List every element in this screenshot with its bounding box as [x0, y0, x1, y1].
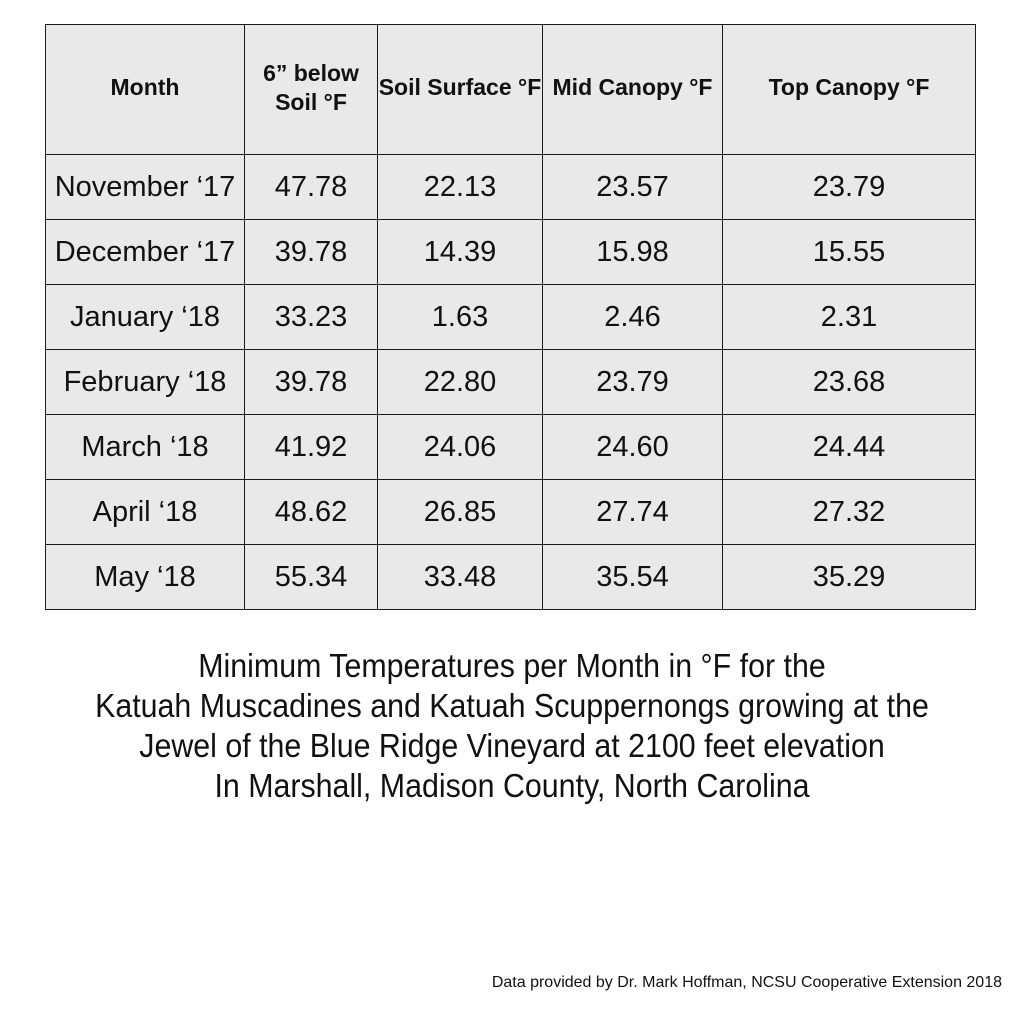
- cell-top-canopy: 24.44: [723, 415, 976, 480]
- table-row: [46, 285, 976, 350]
- cell-mid-canopy: 27.74: [543, 480, 723, 545]
- cell-below-soil: 39.78: [245, 220, 378, 285]
- cell-top-canopy: 2.31: [723, 285, 976, 350]
- header-soil-surface: Soil Surface °F: [378, 25, 543, 155]
- cell-below-soil: 47.78: [245, 155, 378, 220]
- table-row: [46, 545, 976, 610]
- cell-mid-canopy: 2.46: [543, 285, 723, 350]
- header-top-canopy: Top Canopy °F: [723, 25, 976, 155]
- cell-mid-canopy: 23.57: [543, 155, 723, 220]
- caption-line-3: Jewel of the Blue Ridge Vineyard at 2100 feet elevation: [139, 727, 885, 764]
- cell-month: January ‘18: [46, 285, 245, 350]
- cell-below-soil: 33.23: [245, 285, 378, 350]
- cell-below-soil: 55.34: [245, 545, 378, 610]
- table-header-row: [46, 25, 976, 155]
- cell-top-canopy: 23.79: [723, 155, 976, 220]
- cell-soil-surface: 1.63: [378, 285, 543, 350]
- cell-below-soil: 48.62: [245, 480, 378, 545]
- cell-below-soil: 41.92: [245, 415, 378, 480]
- temperature-table: [45, 24, 976, 610]
- table-row: [46, 220, 976, 285]
- header-below-soil: [245, 25, 378, 155]
- cell-month: March ‘18: [46, 415, 245, 480]
- cell-month: December ‘17: [46, 220, 245, 285]
- cell-top-canopy: 23.68: [723, 350, 976, 415]
- cell-month: May ‘18: [46, 545, 245, 610]
- caption-line-4: In Marshall, Madison County, North Carolina: [214, 767, 810, 804]
- table-row: [46, 415, 976, 480]
- table-row: [46, 155, 976, 220]
- table-row: [46, 350, 976, 415]
- cell-soil-surface: 24.06: [378, 415, 543, 480]
- cell-top-canopy: 15.55: [723, 220, 976, 285]
- cell-top-canopy: 27.32: [723, 480, 976, 545]
- cell-soil-surface: 26.85: [378, 480, 543, 545]
- cell-mid-canopy: 23.79: [543, 350, 723, 415]
- cell-top-canopy: 35.29: [723, 545, 976, 610]
- caption-line-2: Katuah Muscadines and Katuah Scuppernongs growing at the: [95, 687, 929, 724]
- cell-mid-canopy: 15.98: [543, 220, 723, 285]
- temperature-table-container: [45, 24, 975, 610]
- header-below-soil-line2: Soil °F: [275, 88, 347, 115]
- header-month: Month: [46, 25, 245, 155]
- header-below-soil-line1: 6” below: [263, 59, 359, 86]
- data-credit: Data provided by Dr. Mark Hoffman, NCSU Cooperative Extension 2018: [491, 974, 1002, 991]
- cell-soil-surface: 22.13: [378, 155, 543, 220]
- cell-month: November ‘17: [46, 155, 245, 220]
- cell-soil-surface: 33.48: [378, 545, 543, 610]
- cell-soil-surface: 14.39: [378, 220, 543, 285]
- caption-line-1: Minimum Temperatures per Month in °F for the: [198, 647, 826, 684]
- cell-month: February ‘18: [46, 350, 245, 415]
- header-mid-canopy: Mid Canopy °F: [543, 25, 723, 155]
- cell-below-soil: 39.78: [245, 350, 378, 415]
- cell-mid-canopy: 35.54: [543, 545, 723, 610]
- cell-soil-surface: 22.80: [378, 350, 543, 415]
- cell-month: April ‘18: [46, 480, 245, 545]
- table-caption: [41, 646, 983, 806]
- cell-mid-canopy: 24.60: [543, 415, 723, 480]
- table-row: [46, 480, 976, 545]
